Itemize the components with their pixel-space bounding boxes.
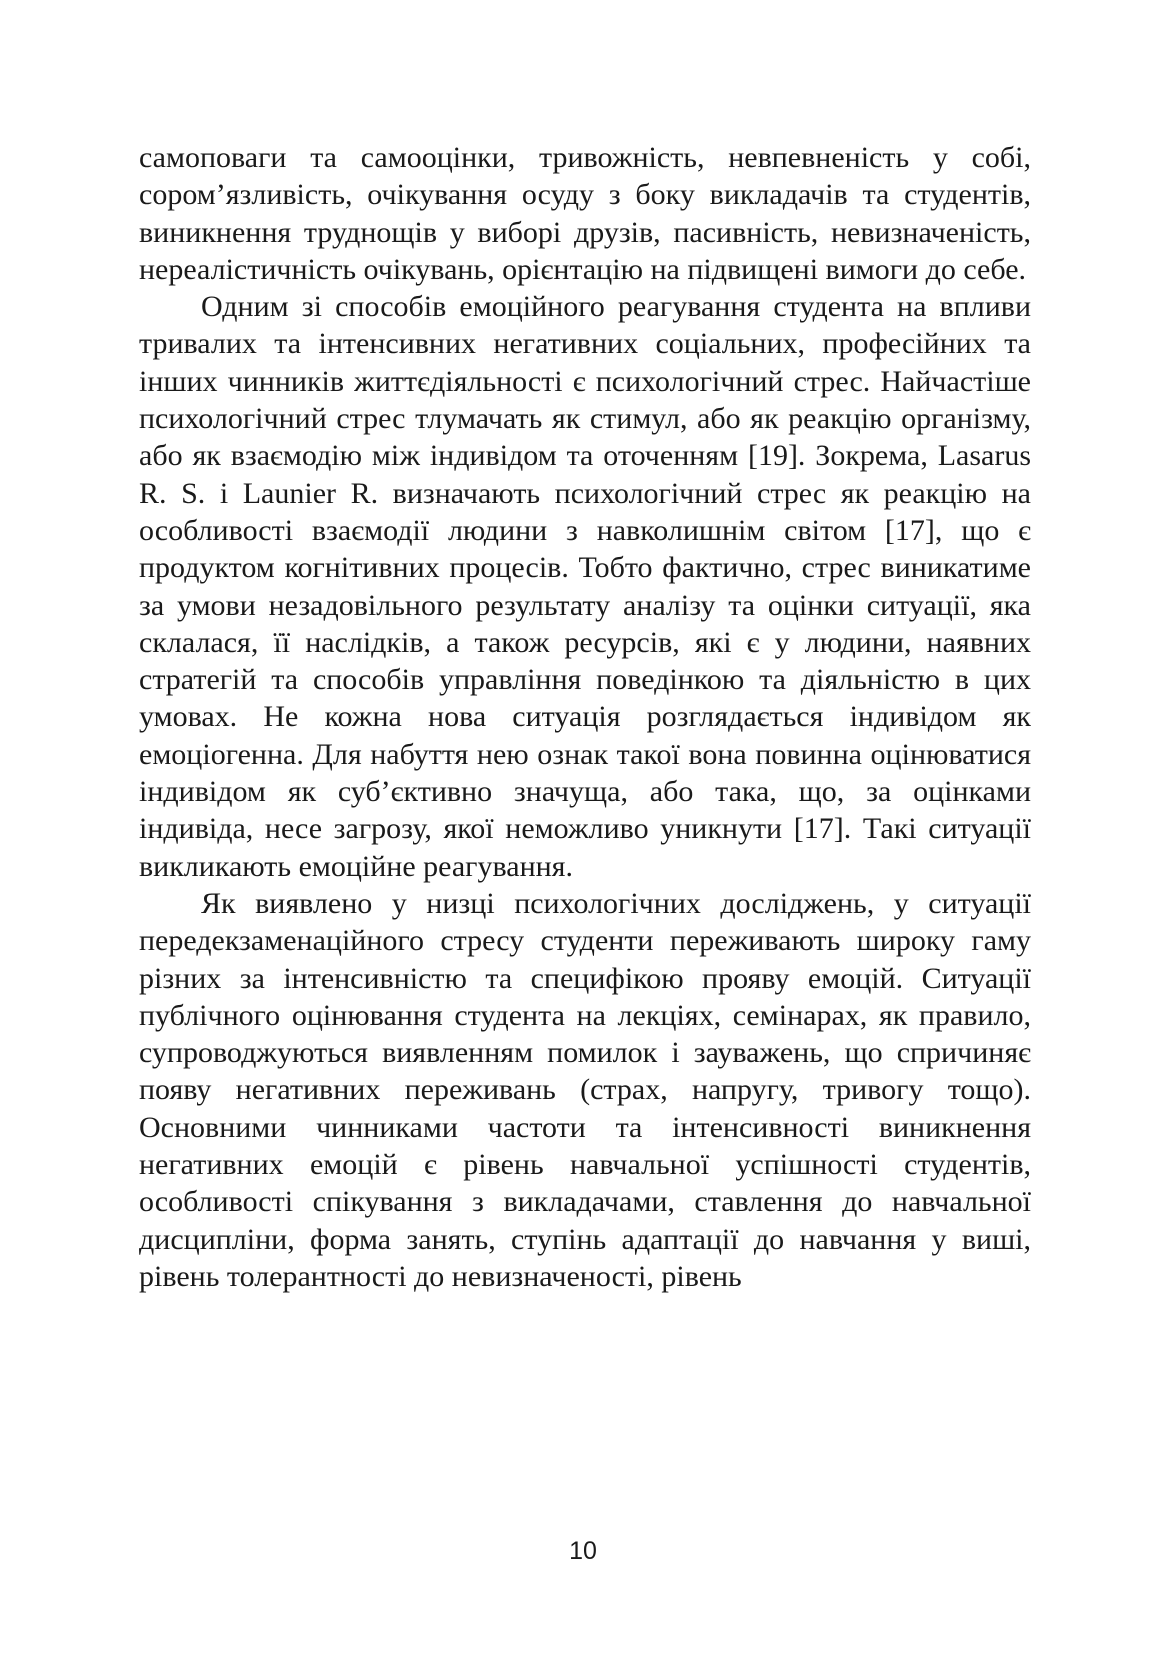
body-text [139,139,1031,1295]
paragraph-exam-stress-emotions: Як виявлено у низці психологічних досліджень, у ситуації передекзаменаційного стресу студенти переживають широку гаму різних за інтенсивністю та специфікою прояву емоцій. Ситуації публічного оцінювання студента на лекціях, семінарах, як правило, супроводжуються виявленням помилок і зауважень, що спричиняє появу негативних переживань (страх, напругу, тривогу тощо). Основними чинниками частоти та інтенсивності виникнення негативних емоцій є рівень навчальної успішності студентів, особливості спікування з викладачами, ставлення до навчальної дисципліни, форма занять, ступінь адаптації до навчання у виші, рівень толерантності до невизначеності, рівень [139,886,1031,1293]
paragraph-psychological-stress: Одним зі способів емоційного реагування студента на впливи тривалих та інтенсивних негативних соціальних, професійних та інших чинників життєдіяльності є психологічний стрес. Найчастіше психологічний стрес тлумачать як стимул, або як реакцію організму, або як взаємодію між індивідом та оточенням [19]. Зокрема, Lasarus R. S. і Launier R. визначають психологічний стрес як реакцію на особливості взаємодії людини з навколишнім світом [17], що є продуктом когнітивних процесів. Тобто фактично, стрес виникатиме за умови незадовільного результату аналізу та оцінки ситуації, яка склалася, її наслідків, а також ресурсів, які є у людини, наявних стратегій та способів управління поведінкою та діяльністю в цих умовах. Не кожна нова ситуація розглядається індивідом як емоціогенна. Для набуття нею ознак такої вона повинна оцінюватися індивідом як суб’єктивно значуща, або така, що, за оцінками індивіда, несе загрозу, якої неможливо уникнути [17]. Такі ситуації викликають емоційне реагування. [139,290,1031,883]
paragraph-continuation: самоповаги та самооцінки, тривожність, невпевненість у собі, сором’язливість, очікування осуду з боку викладачів та студентів, виникнення труднощів у виборі друзів, пасивність, невизначеність, нереалістичність очікувань, орієнтацію на підвищені вимоги до себе. [139,141,1031,286]
page-number: 10 [569,1537,597,1565]
